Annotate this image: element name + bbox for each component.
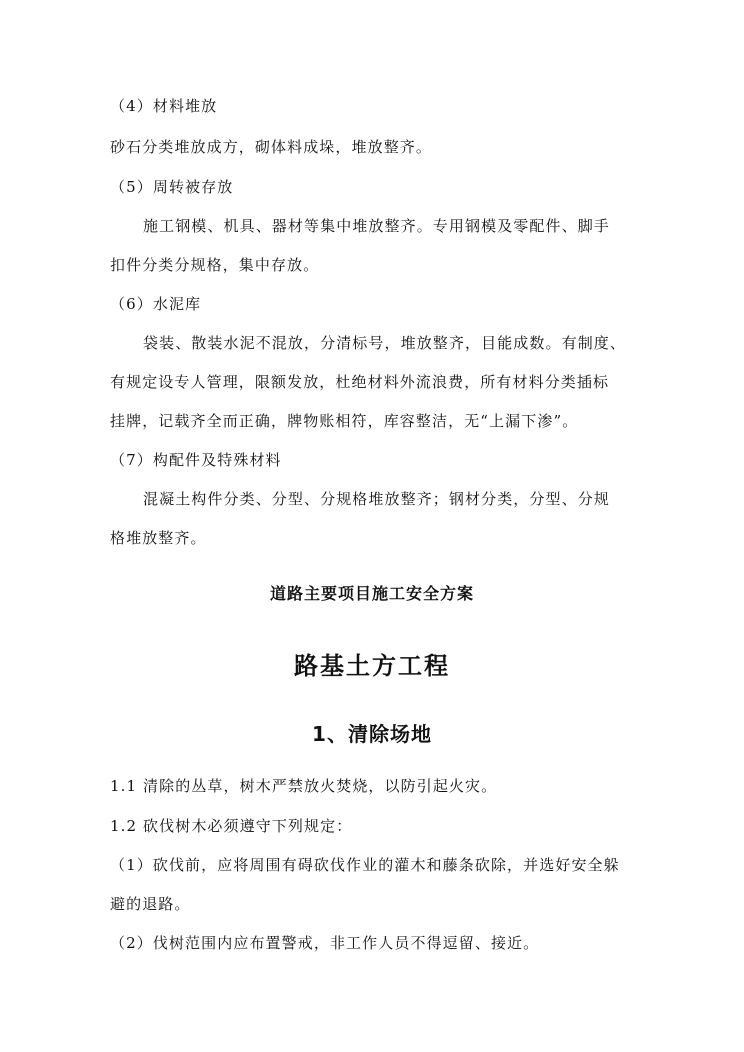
clause-item-1-line1: （1）砍伐前，应将周围有碍砍伐作业的灌木和藤条砍除，并选好安全躲	[110, 856, 620, 874]
clause-1-2: 1.2 砍伐树木必须遵守下列规定：	[110, 817, 353, 835]
paragraph-cement-line2: 有规定设专人管理，限额发放，杜绝材料外流浪费，所有材料分类插标	[110, 373, 610, 391]
subsection-title: 1、清除场地	[312, 722, 432, 746]
paragraph-turnover-line1: 施工钢模、机具、器材等集中堆放整齐。专用钢模及零配件、脚手	[143, 217, 610, 235]
paragraph-components-line1: 混凝土构件分类、分型、分规格堆放整齐；钢材分类，分型、分规	[143, 490, 610, 508]
main-title: 路基土方工程	[294, 652, 450, 680]
section-title-components: （7）构配件及特殊材料	[110, 451, 282, 469]
clause-item-2: （2）伐树范围内应布置警戒，非工作人员不得逗留、接近。	[110, 934, 540, 952]
section-title-material-stacking: （4）材料堆放	[110, 97, 218, 115]
clause-1-1: 1.1 清除的丛草，树木严禁放火焚烧，以防引起火灾。	[110, 777, 498, 795]
paragraph-cement-line3: 挂牌，记载齐全而正确，牌物账相符，库容整洁，无“上漏下渗”。	[110, 412, 579, 430]
section-title-cement-warehouse: （6）水泥库	[110, 295, 202, 313]
paragraph-material-stacking: 砂石分类堆放成方，砌体料成垛，堆放整齐。	[110, 138, 433, 156]
section-title-turnover-storage: （5）周转被存放	[110, 178, 234, 196]
plan-title: 道路主要项目施工安全方案	[269, 584, 474, 603]
paragraph-components-line2: 格堆放整齐。	[110, 529, 207, 547]
clause-item-1-line2: 避的退路。	[110, 895, 191, 913]
paragraph-turnover-line2: 扣件分类分规格，集中存放。	[110, 256, 320, 274]
paragraph-cement-line1: 袋装、散装水泥不混放，分清标号，堆放整齐，目能成数。有制度、	[143, 334, 627, 352]
